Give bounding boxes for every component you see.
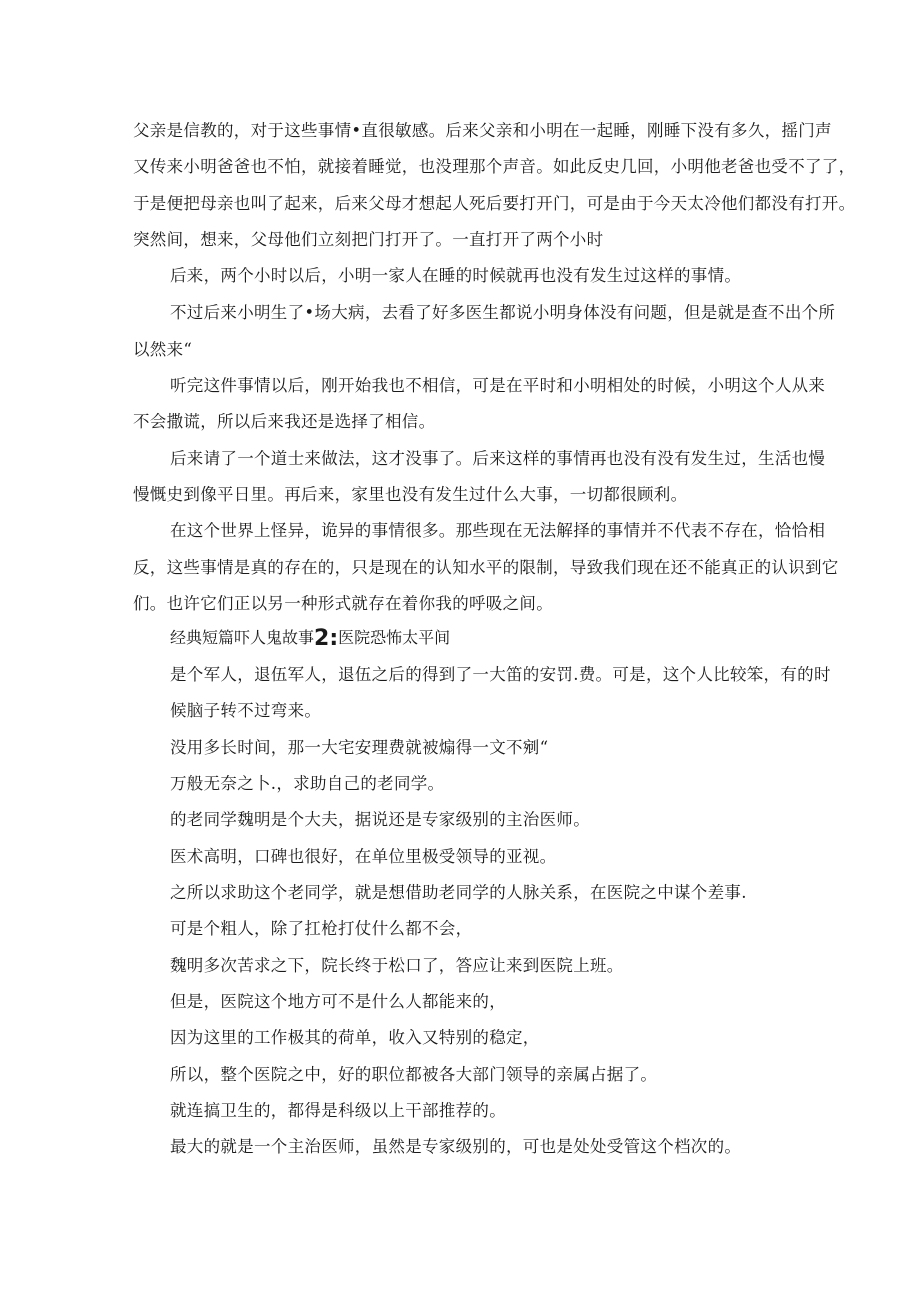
story-heading-number: 2: [314, 626, 339, 651]
story-heading [170, 627, 450, 650]
text-line: 后来，两个小时以后，小明一家人在睡的时候就再也没有发生过这样的事情。 [170, 266, 742, 285]
text-line: 候脑子转不过弯来。 [170, 701, 322, 720]
text-line: 万般无奈之卜.，求助自己的老同学。 [170, 774, 445, 793]
text-line: 医术高明，口碑也很好，在单位里极受领导的亚视。 [170, 847, 557, 866]
text-line: 反，这些事情是真的存在的，只是现在的认知水平的限制，导致我们现在还不能真正的认识到它 [133, 558, 839, 577]
text-line: 不过后来小明生了•场大病，去看了好多医生都说小明身体没有问题，但是就是查不出个所 [170, 303, 836, 322]
text-line: 可是个粗人，除了扛枪打仗什么都不会， [170, 919, 473, 938]
text-line: 最大的就是一个主治医师，虽然是专家级别的，可也是处处受管这个档次的。 [170, 1137, 742, 1156]
text-line: 又传来小明爸爸也不怕，就接着睡觉，也没理那个声音。如此反史几回，小明他老爸也受不了了， [133, 157, 856, 176]
text-line: 但是，医院这个地方可不是什么人都能来的， [170, 992, 506, 1011]
text-line: 突然间，想来，父母他们立刻把门打开了。一直打开了两个小时 [133, 230, 604, 249]
text-line: 因为这里的工作极其的荷单，收入又特别的稳定， [170, 1028, 540, 1047]
text-line: 的老同学魏明是个大夫，据说还是专家级别的主治医师。 [170, 810, 590, 829]
text-line: 之所以求助这个老同学，就是想借助老同学的人脉关系，在医院之中谋个差事. [170, 883, 747, 902]
text-line: 就连搞卫生的，都得是科级以上干部推荐的。 [170, 1101, 506, 1120]
text-line: 以然来“ [133, 340, 193, 359]
text-line: 魏明多次苦求之下，院长终于松口了，答应让来到医院上班。 [170, 956, 624, 975]
text-line: 是个军人，退伍军人，退伍之后的得到了一大笛的安罚.费。可是，这个人比较笨，有的时 [170, 665, 831, 684]
story-heading-prefix: 经典短篇吓人鬼故事 [170, 628, 315, 647]
text-line: 们。也许它们正以另一种形式就存在着你我的呼吸之间。 [133, 594, 553, 613]
text-line: 在这个世界上怪异，诡异的事情很多。那些现在无法解择的事情并不代表不存在，恰恰相 [170, 521, 826, 540]
text-line: 所以，整个医院之中，好的职位都被各大部门领导的亲属占据了。 [170, 1065, 658, 1084]
text-line: 不会撒谎，所以后来我还是选择了相信。 [133, 412, 436, 431]
text-line: 慢慨史到像平日里。再后来，家里也没有发生过什么大事，一切都很顾利。 [133, 485, 688, 504]
text-line: 没用多长时间，那一大宅安理费就被煽得一文不剜“ [170, 738, 549, 757]
text-line: 后来请了一个道士来做法，这才没事了。后来这样的事情再也没有没有发生过，生活也慢 [170, 449, 826, 468]
story-heading-suffix: 医院恐怖太平间 [338, 628, 451, 647]
text-line: 于是便把母亲也叫了起来，后来父母才想起人死后要打开门，可是由于今天太冷他们都没有打开。 [133, 194, 856, 213]
text-line: 听完这件事情以后，刚开始我也不相信，可是在平时和小明相处的时候，小明这个人从来 [170, 376, 826, 395]
text-line: 父亲是信教的，对于这些事情•直很敏感。后来父亲和小明在一起睡，刚睡下没有多久，摇门声 [133, 121, 832, 140]
